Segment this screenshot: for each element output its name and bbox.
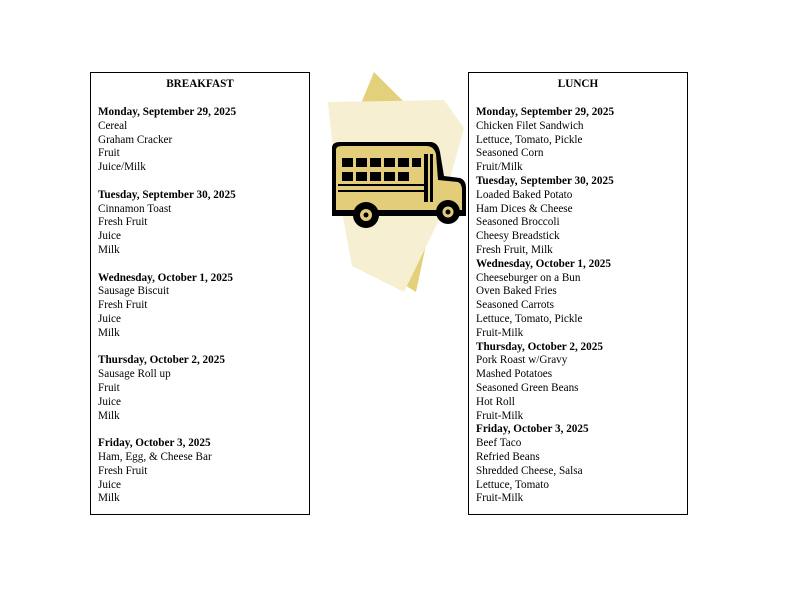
menu-item: Seasoned Green Beans: [476, 381, 579, 394]
menu-item: Seasoned Carrots: [476, 299, 554, 312]
menu-item: Lettuce, Tomato: [476, 478, 549, 491]
lunch-day: [476, 106, 680, 175]
menu-item: Ham, Egg, & Cheese Bar: [98, 450, 212, 463]
menu-item: Milk: [98, 326, 120, 339]
menu-item: Beef Taco: [476, 437, 522, 450]
school-bus-icon: [326, 70, 466, 296]
menu-item: Fresh Fruit: [98, 299, 148, 312]
menu-item: Chicken Filet Sandwich: [476, 119, 584, 132]
day-heading: Monday, September 29, 2025: [476, 106, 615, 118]
menu-item: Milk: [98, 409, 120, 422]
menu-item: Juice: [98, 395, 121, 408]
day-heading: Tuesday, September 30, 2025: [98, 188, 236, 201]
lunch-menu-panel: [468, 72, 688, 515]
day-heading: Tuesday, September 30, 2025: [476, 174, 614, 187]
breakfast-menu-panel: [90, 72, 310, 515]
lunch-day: [476, 175, 680, 258]
breakfast-days: [98, 106, 302, 506]
menu-item: Hot Roll: [476, 395, 515, 408]
menu-item: Oven Baked Fries: [476, 285, 557, 298]
breakfast-day: [98, 106, 302, 175]
breakfast-day: [98, 437, 302, 506]
lunch-title: LUNCH: [557, 78, 599, 90]
day-heading: Friday, October 3, 2025: [98, 437, 211, 450]
menu-item: Seasoned Corn: [476, 147, 544, 160]
menu-item: Sausage Roll up: [98, 368, 171, 381]
menu-item: Graham Cracker: [98, 133, 173, 146]
menu-item: Fresh Fruit: [98, 216, 148, 229]
day-heading: Wednesday, October 1, 2025: [98, 271, 233, 284]
menu-item: Cinnamon Toast: [98, 202, 172, 215]
menu-item: Fruit: [98, 147, 120, 160]
menu-item: Fruit/Milk: [476, 161, 523, 174]
menu-item: Cheeseburger on a Bun: [476, 271, 581, 284]
day-heading: Wednesday, October 1, 2025: [476, 257, 611, 270]
day-heading: Friday, October 3, 2025: [476, 423, 589, 436]
menu-item: Pork Roast w/Gravy: [476, 354, 568, 367]
menu-item: Milk: [98, 492, 120, 505]
breakfast-day: [98, 272, 302, 341]
lunch-day: [476, 258, 680, 341]
menu-item: Cereal: [98, 119, 128, 132]
menu-item: Lettuce, Tomato, Pickle: [476, 133, 583, 146]
menu-item: Shredded Cheese, Salsa: [476, 464, 583, 477]
menu-item: Cheesy Breadstick: [476, 230, 560, 243]
lunch-day: [476, 423, 680, 506]
menu-item: Juice/Milk: [98, 161, 146, 174]
breakfast-title: BREAKFAST: [166, 78, 234, 90]
menu-item: Fresh Fruit, Milk: [476, 243, 553, 256]
breakfast-day: [98, 189, 302, 258]
lunch-days: [476, 106, 680, 506]
menu-item: Lettuce, Tomato, Pickle: [476, 312, 583, 325]
day-heading: Thursday, October 2, 2025: [98, 354, 225, 367]
day-heading: Monday, September 29, 2025: [98, 106, 237, 118]
menu-item: Fruit-Milk: [476, 326, 524, 339]
menu-item: Fruit: [98, 381, 120, 394]
menu-item: Juice: [98, 312, 121, 325]
breakfast-day: [98, 354, 302, 423]
menu-item: Fruit-Milk: [476, 492, 524, 505]
menu-item: Seasoned Broccoli: [476, 216, 560, 229]
menu-item: Fruit-Milk: [476, 409, 524, 422]
menu-item: Milk: [98, 243, 120, 256]
day-heading: Thursday, October 2, 2025: [476, 340, 603, 353]
menu-item: Sausage Biscuit: [98, 285, 170, 298]
menu-item: Loaded Baked Potato: [476, 188, 573, 201]
menu-item: Ham Dices & Cheese: [476, 202, 573, 215]
menu-item: Refried Beans: [476, 450, 540, 463]
menu-item: Fresh Fruit: [98, 464, 148, 477]
lunch-day: [476, 341, 680, 424]
menu-item: Juice: [98, 478, 121, 491]
menu-item: Mashed Potatoes: [476, 368, 553, 381]
menu-item: Juice: [98, 230, 121, 243]
